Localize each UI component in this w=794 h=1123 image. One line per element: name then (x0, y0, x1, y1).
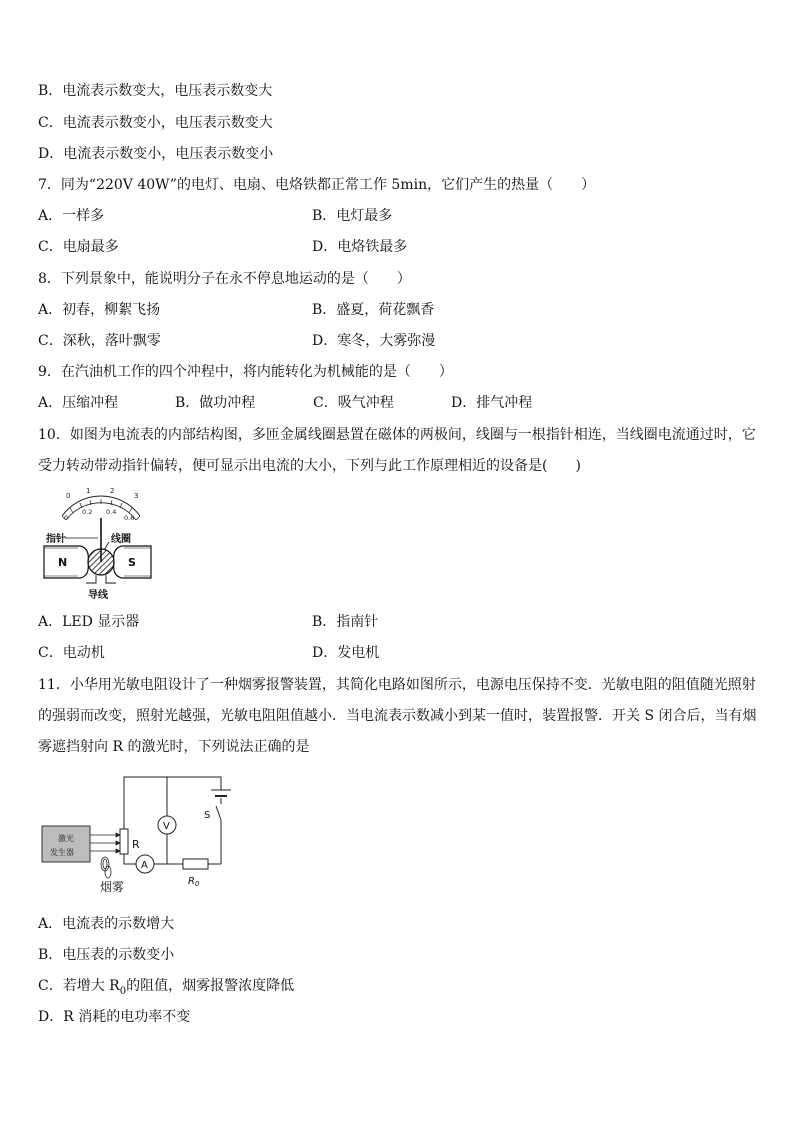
smoke-alarm-circuit-figure (36, 768, 236, 895)
q8-option-c: C．深秋，落叶飘零 (38, 333, 161, 349)
laser-label-line2: 发生器 (50, 848, 74, 857)
scale-bottom-0: 0 (64, 514, 69, 522)
scale-bottom-02: 0.2 (82, 508, 93, 516)
r0-subscript: 0 (194, 880, 200, 888)
q8-option-a: A．初春，柳絮飞扬 (38, 302, 161, 318)
q9-stem: 9．在汽油机工作的四个冲程中，将内能转化为机械能的是（ ） (38, 364, 453, 380)
switch-label: S (204, 810, 211, 821)
q11-option-b: B．电压表的示数变小 (38, 947, 175, 963)
r-label: R (132, 838, 140, 851)
smoke-label: 烟雾 (100, 880, 125, 894)
q10-stem: 10．如图为电流表的内部结构图，多匝金属线圈悬置在磁体的两极间，线圈与一根指针相连，当线圈电流通过时，它受力转动带动指针偏转，便可显示出电流的大小，下列与此工作原理相近的设备是( ) (38, 427, 756, 474)
q10-option-b: B．指南针 (312, 614, 379, 630)
scale-top-1: 1 (86, 487, 91, 495)
q9-option-a: A．压缩冲程 (38, 395, 119, 411)
q8-option-b: B．盛夏，荷花飘香 (312, 302, 435, 318)
scale-bottom-06: 0.6 (124, 514, 135, 522)
q6-option-b: B．电流表示数变大，电压表示数变大 (38, 83, 273, 99)
q11-option-c-suffix: 的阻值，烟雾报警浓度降低 (126, 978, 295, 994)
q7-stem: 7．同为“220V 40W”的电灯、电扇、电烙铁都正常工作 5min，它们产生的热量（ ） (38, 177, 596, 193)
ammeter-label: A (141, 860, 148, 871)
q11-option-c-subscript: 0 (119, 985, 127, 997)
q11-stem: 11．小华用光敏电阻设计了一种烟雾报警装置，其简化电路如图所示，电源电压保持不变．光敏电阻的阻值随光照射的强弱而改变，照射光越强，光敏电阻阻值越小．当电流表示数减小到某一值时，装置报警．开关 S 闭合后，当有烟雾遮挡射向 R 的激光时，下列说法正确的是 (38, 677, 757, 755)
coil-label: 线圈 (111, 534, 131, 545)
svg-text:R0 (188, 876, 200, 888)
scale-top-3: 3 (134, 492, 139, 500)
q6-option-d: D．电流表示数变小，电压表示数变小 (38, 146, 274, 162)
south-pole-label: S (128, 556, 136, 569)
voltmeter-label: V (163, 821, 170, 832)
q10-option-c: C．电动机 (38, 645, 105, 661)
laser-label-line1: 激光 (58, 834, 74, 843)
q7-option-b: B．电灯最多 (312, 208, 393, 224)
q9-option-b: B．做功冲程 (175, 395, 256, 411)
q8-stem: 8．下列景象中，能说明分子在永不停息地运动的是（ ） (38, 271, 411, 287)
q8-option-d: D．寒冬，大雾弥漫 (312, 333, 436, 349)
q9-option-c: C．吸气冲程 (313, 395, 394, 411)
ammeter-structure-figure (40, 486, 155, 602)
r0-label: R (188, 876, 195, 887)
q7-option-a: A．一样多 (38, 208, 105, 224)
q11-option-c-prefix: C．若增大 R (38, 978, 120, 994)
q10-option-d: D．发电机 (312, 645, 380, 661)
q7-option-d: D．电烙铁最多 (312, 239, 408, 255)
q11-option-d: D．R 消耗的电功率不变 (38, 1009, 191, 1025)
q11-option-c (38, 976, 294, 1002)
scale-top-2: 2 (110, 487, 115, 495)
scale-top-0: 0 (66, 492, 71, 500)
q11-option-a: A．电流表的示数增大 (38, 916, 175, 932)
scale-bottom-04: 0.4 (106, 508, 117, 516)
wire-label: 导线 (88, 590, 108, 601)
north-pole-label: N (58, 556, 68, 569)
q9-option-d: D．排气冲程 (451, 395, 533, 411)
q10-option-a: A．LED 显示器 (38, 614, 140, 630)
q7-option-c: C．电扇最多 (38, 239, 119, 255)
pointer-label: 指针 (46, 534, 66, 545)
q6-option-c: C．电流表示数变小，电压表示数变大 (38, 115, 273, 131)
